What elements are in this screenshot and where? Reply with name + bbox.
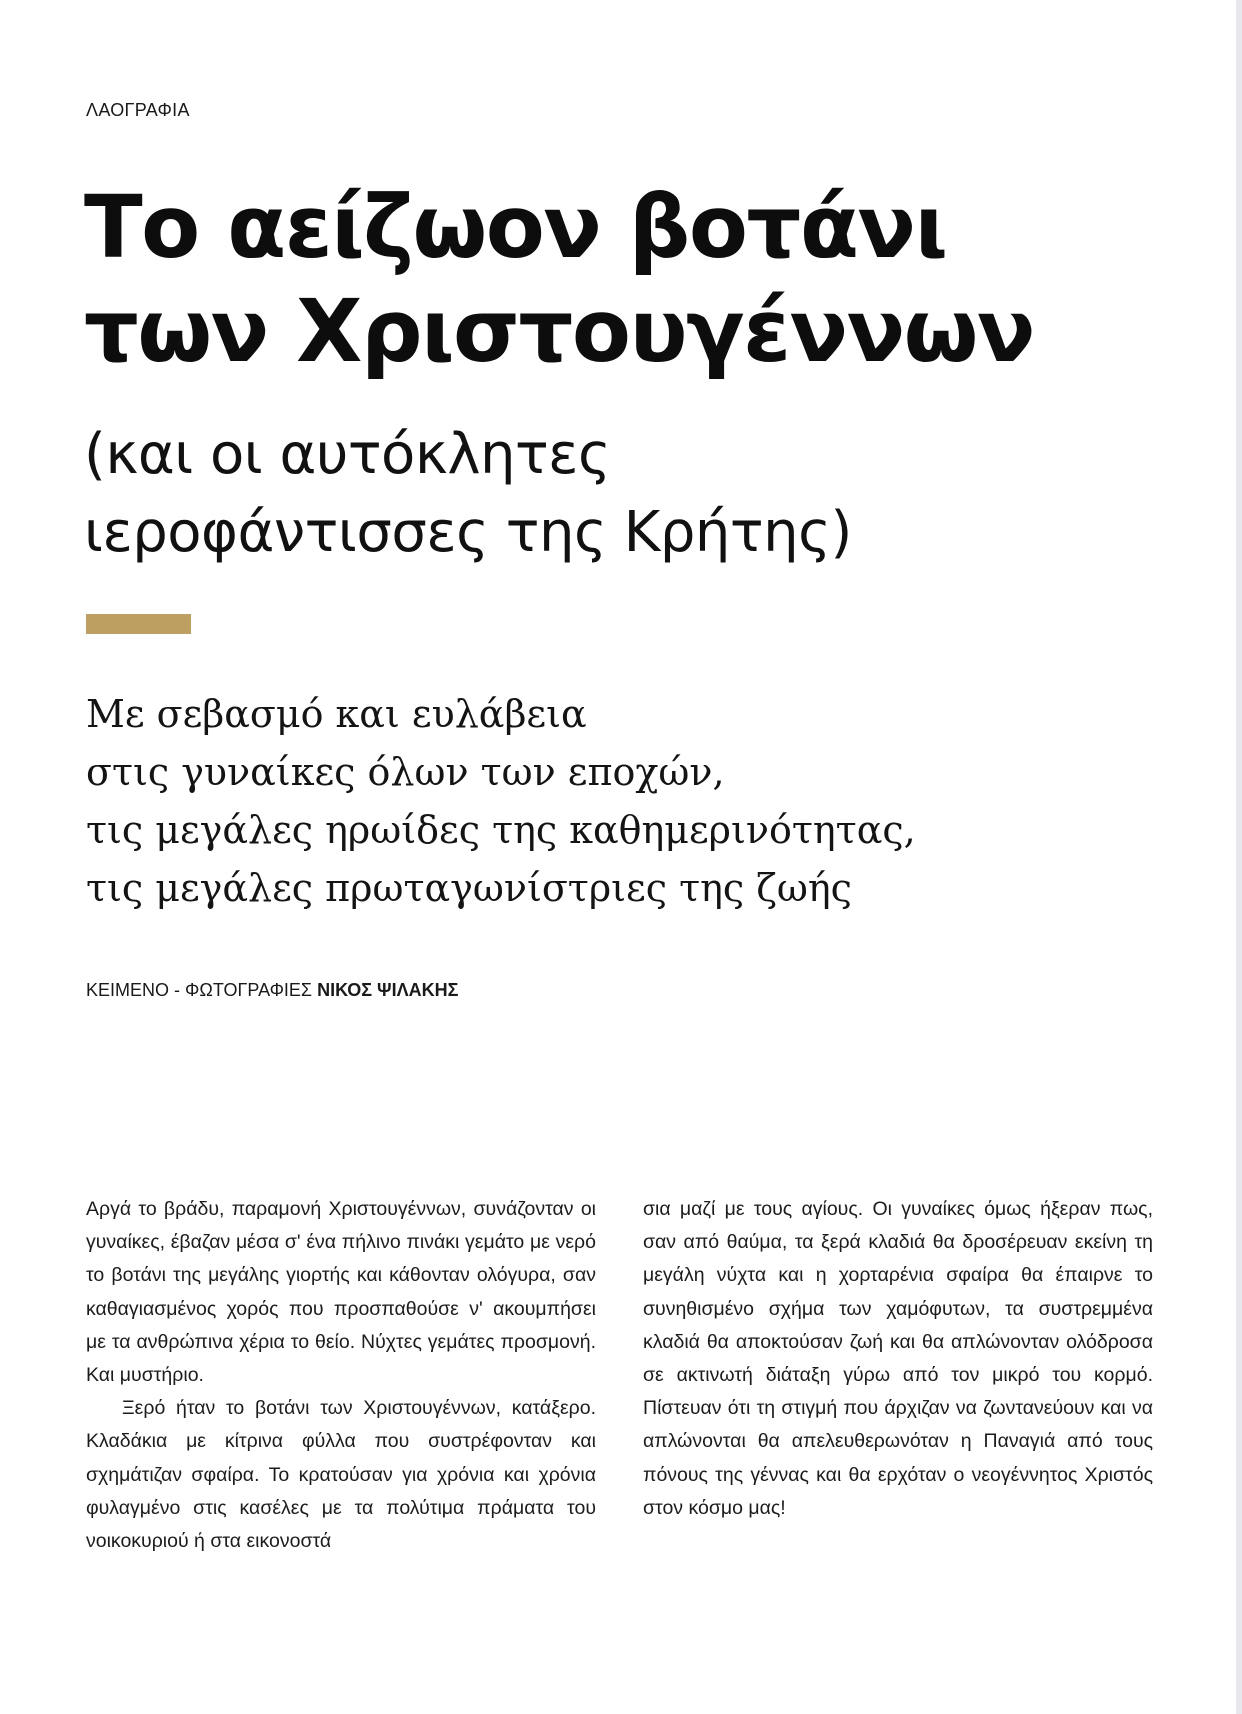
dedication-line: τις μεγάλες ηρωίδες της καθημερινότητας, — [86, 808, 916, 852]
title-line: Το αείζωον βοτάνι — [84, 178, 947, 278]
byline-prefix: ΚΕΙΜΕΝΟ - ΦΩΤΟΓΡΑΦΙΕΣ — [86, 980, 318, 1000]
title-line: των Χριστουγέννων — [84, 282, 1034, 382]
page-edge — [1236, 0, 1242, 1714]
article-title — [84, 176, 1034, 384]
accent-divider — [86, 614, 191, 634]
section-label: ΛΑΟΓΡΑΦΙΑ — [86, 100, 190, 120]
body-column-right — [643, 1193, 1153, 1525]
dedication — [86, 685, 916, 917]
subtitle-line: ιεροφάντισσες της Κρήτης) — [84, 500, 852, 565]
body-column-left — [86, 1193, 596, 1558]
dedication-line: Με σεβασμό και ευλάβεια — [86, 692, 587, 736]
article-subtitle — [84, 416, 852, 572]
body-paragraph: Αργά το βράδυ, παραμονή Χριστουγέννων, συνάζονταν οι γυναίκες, έβαζαν μέσα σ' ένα πήλινο πινάκι γεμάτο με νερό το βοτάνι της μεγάλης γιορτής και κάθονταν ολόγυρα, σαν καθαγιασμένος χορός που προσπαθούσε ν' ακουμπήσει με τα ανθρώπινα χέρια το θείο. Νύχτες γεμάτες προσμονή. Και μυστήριο. — [86, 1198, 596, 1387]
body-paragraph: σια μαζί με τους αγίους. Οι γυναίκες όμως ήξεραν πως, σαν από θαύμα, τα ξερά κλαδιά θα δροσέρευαν εκείνη τη μεγάλη νύχτα και η χορταρένια σφαίρα θα έπαιρνε το συνηθισμένο σχήμα των χαμόφυτων, τα συστρεμμένα κλαδιά θα αποκτούσαν ζωή και θα απλώνονταν ολόδροσα σε ακτινωτή διάταξη γύρω από τον μικρό του κορμό. Πίστευαν ότι τη στιγμή που άρχιζαν να ζωντανεύουν και να απλώνονται θα απελευθερωνόταν η Παναγιά από τους πόνους της γέννας και θα ερχόταν ο νεογέννητος Χριστός στον κόσμο μας! — [643, 1198, 1153, 1519]
dedication-line: τις μεγάλες πρωταγωνίστριες της ζωής — [86, 866, 852, 910]
byline — [86, 980, 458, 1001]
dedication-line: στις γυναίκες όλων των εποχών, — [86, 750, 725, 794]
byline-author: ΝΙΚΟΣ ΨΙΛΑΚΗΣ — [317, 980, 459, 1000]
body-paragraph: Ξερό ήταν το βοτάνι των Χριστουγέννων, κατάξερο. Κλαδάκια με κίτρινα φύλλα που συστρέφονταν και σχημάτιζαν σφαίρα. Το κρατούσαν για χρόνια και χρόνια φυλαγμένο στις κασέλες με τα πολύτιμα πράματα του νοικοκυριού ή στα εικονοστά — [86, 1397, 596, 1553]
subtitle-line: (και οι αυτόκλητες — [84, 422, 611, 487]
